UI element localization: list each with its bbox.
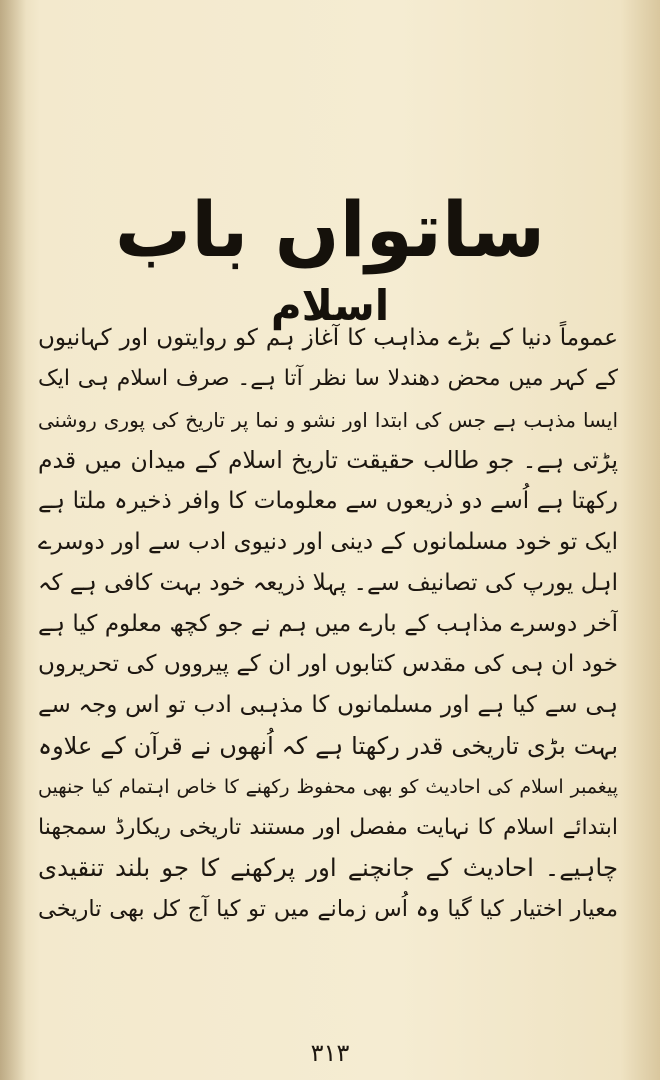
text-line: خود ان ہی کی مقدس کتابوں اور ان کے پیرووں کی تحریروں bbox=[38, 651, 618, 678]
page-gutter-shadow bbox=[0, 0, 26, 1080]
text-line: معیار اختیار کیا گیا وہ اُس زمانے میں تو کیا آج کل بھی تاریخی bbox=[38, 896, 618, 923]
text-line: عموماً دنیا کے بڑے مذاہب کا آغاز ہم کو روایتوں اور کہانیوں bbox=[38, 325, 618, 351]
text-line: بہت بڑی تاریخی قدر رکھتا ہے کہ اُنھوں نے قرآن کے علاوہ bbox=[38, 731, 618, 760]
text-line: ایک تو خود مسلمانوں کے دینی اور دنیوی ادب سے اور دوسرے bbox=[38, 528, 618, 555]
text-line: آخر دوسرے مذاہب کے بارے میں ہم نے جو کچھ معلوم کیا ہے bbox=[38, 610, 618, 637]
text-line: ایسا مذہب ہے جس کی ابتدا اور نشو و نما پر تاریخ کی پوری روشنی bbox=[38, 407, 618, 432]
chapter-title: ساتواں باب bbox=[114, 185, 546, 274]
text-line: رکھتا ہے اُسے دو ذریعوں سے معلومات کا وافر ذخیرہ ملتا ہے bbox=[38, 488, 618, 515]
text-line: ابتدائے اسلام کا نہایت مفصل اور مستند تاریخی ریکارڈ سمجھنا bbox=[38, 814, 618, 840]
text-line: پیغمبر اسلام کی احادیث کو بھی محفوظ رکھنے کا خاص اہتمام کیا جنھیں bbox=[38, 775, 618, 798]
text-line: کے کہر میں محض دھندلا سا نظر آتا ہے۔ صرف اسلام ہی ایک bbox=[38, 365, 618, 391]
text-line: چاہیے۔ احادیث کے جانچنے اور پرکھنے کا جو بلند تنقیدی bbox=[38, 853, 618, 883]
page-number: ۳۱۳ bbox=[310, 1039, 350, 1067]
text-line: اہل یورپ کی تصانیف سے۔ پہلا ذریعہ خود بہت کافی ہے کہ bbox=[38, 569, 618, 596]
text-line: پڑتی ہے۔ جو طالب حقیقت تاریخ اسلام کے میدان میں قدم bbox=[38, 446, 618, 475]
section-title: اسلام bbox=[270, 281, 390, 330]
body-text bbox=[38, 318, 618, 930]
text-line: ہی سے کیا ہے اور مسلمانوں کا مذہبی ادب تو اس وجہ سے bbox=[38, 692, 618, 719]
